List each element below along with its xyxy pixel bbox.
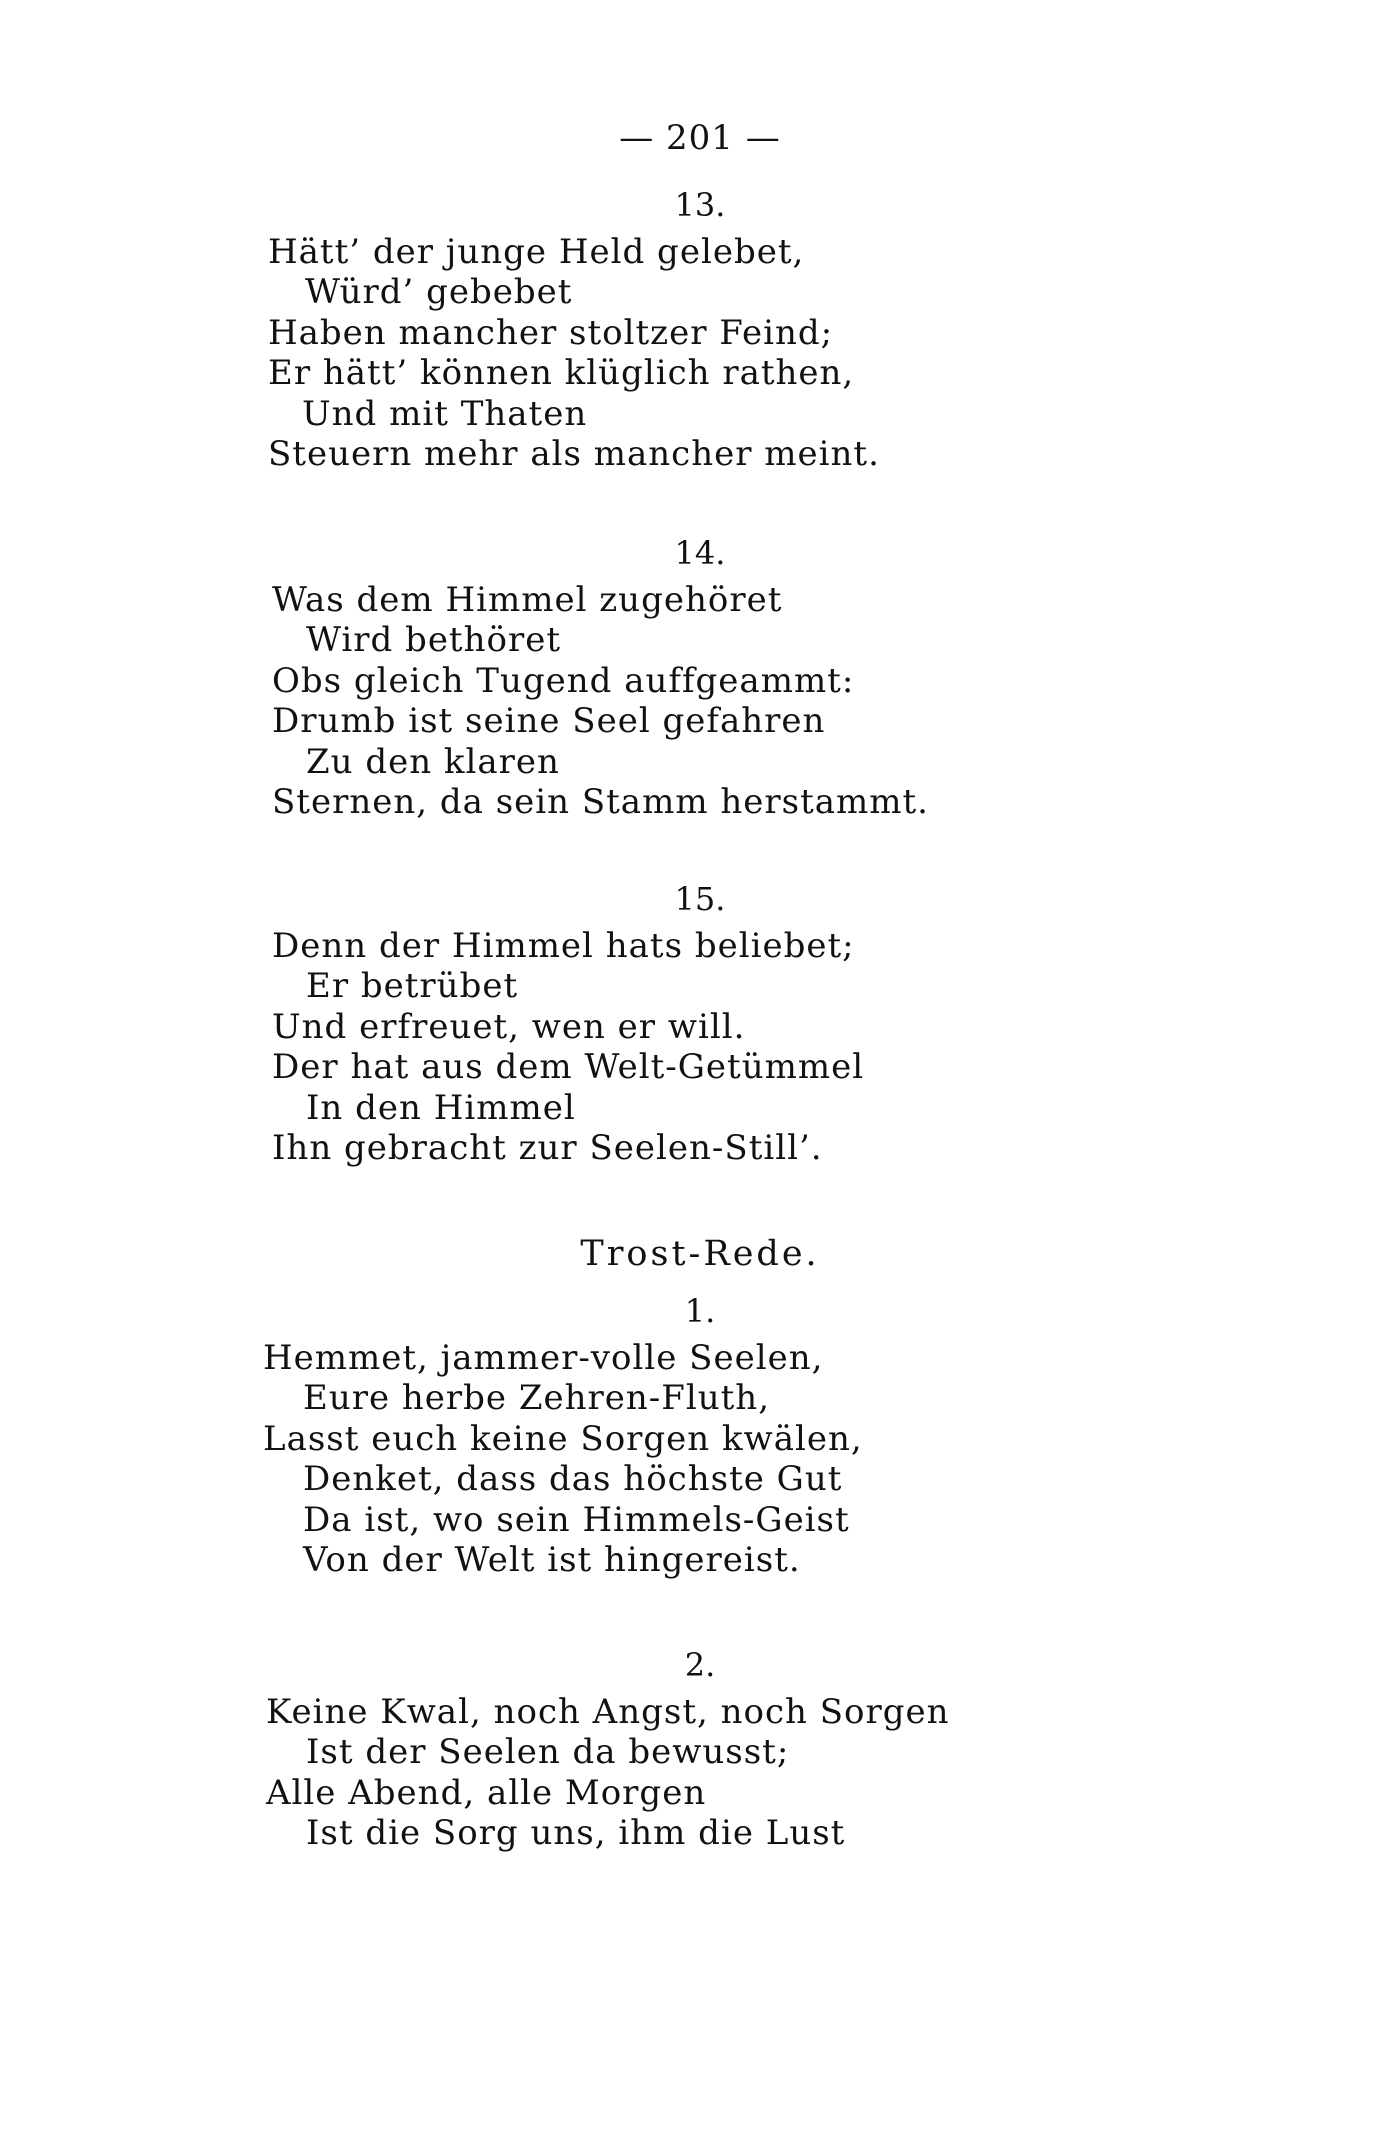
verse-line: Er hätt’ können klüglich rathen,	[268, 353, 855, 393]
verse-line: Keine Kwal, noch Angst, noch Sorgen	[266, 1692, 950, 1732]
verse-line: Würd’ gebebet	[305, 272, 573, 312]
stanza-number: 2.	[684, 1646, 716, 1684]
verse-line: Hätt’ der junge Held gelebet,	[268, 232, 805, 272]
verse-line: Hemmet, jammer-volle Seelen,	[263, 1338, 824, 1378]
verse-line: Ihn gebracht zur Seelen-Still’.	[272, 1128, 823, 1168]
section-title: Trost-Rede.	[580, 1234, 820, 1274]
verse-line: Alle Abend, alle Morgen	[266, 1773, 707, 1813]
verse-line: Denket, dass das höchste Gut	[303, 1459, 843, 1499]
verse-line: Lasst euch keine Sorgen kwälen,	[263, 1419, 863, 1459]
page-number-header: — 201 —	[619, 118, 781, 158]
verse-line: Zu den klaren	[306, 742, 560, 782]
verse-line: Denn der Himmel hats beliebet;	[272, 926, 855, 966]
verse-line: Ist die Sorg uns, ihm die Lust	[306, 1813, 846, 1853]
stanza-number: 1.	[684, 1292, 716, 1330]
stanza-number: 13.	[674, 186, 726, 224]
verse-line: Eure herbe Zehren-Fluth,	[303, 1378, 770, 1418]
verse-line: Drumb ist seine Seel gefahren	[272, 701, 826, 741]
verse-line: Obs gleich Tugend auffgeammt:	[272, 661, 855, 701]
verse-line: Haben mancher stoltzer Feind;	[268, 313, 834, 353]
verse-line: Sternen, da sein Stamm herstammt.	[272, 782, 929, 822]
stanza-number: 15.	[674, 880, 726, 918]
verse-line: Und erfreuet, wen er will.	[272, 1007, 746, 1047]
stanza-number: 14.	[674, 534, 726, 572]
verse-line: Steuern mehr als mancher meint.	[268, 434, 880, 474]
verse-line: Der hat aus dem Welt-Getümmel	[272, 1047, 865, 1087]
verse-line: Von der Welt ist hingereist.	[303, 1540, 801, 1580]
verse-line: Wird bethöret	[306, 620, 562, 660]
verse-line: Und mit Thaten	[302, 394, 588, 434]
verse-line: Was dem Himmel zugehöret	[272, 580, 783, 620]
verse-line: In den Himmel	[306, 1088, 576, 1128]
verse-line: Da ist, wo sein Himmels-Geist	[303, 1500, 850, 1540]
verse-line: Er betrübet	[306, 966, 519, 1006]
verse-line: Ist der Seelen da bewusst;	[306, 1732, 790, 1772]
